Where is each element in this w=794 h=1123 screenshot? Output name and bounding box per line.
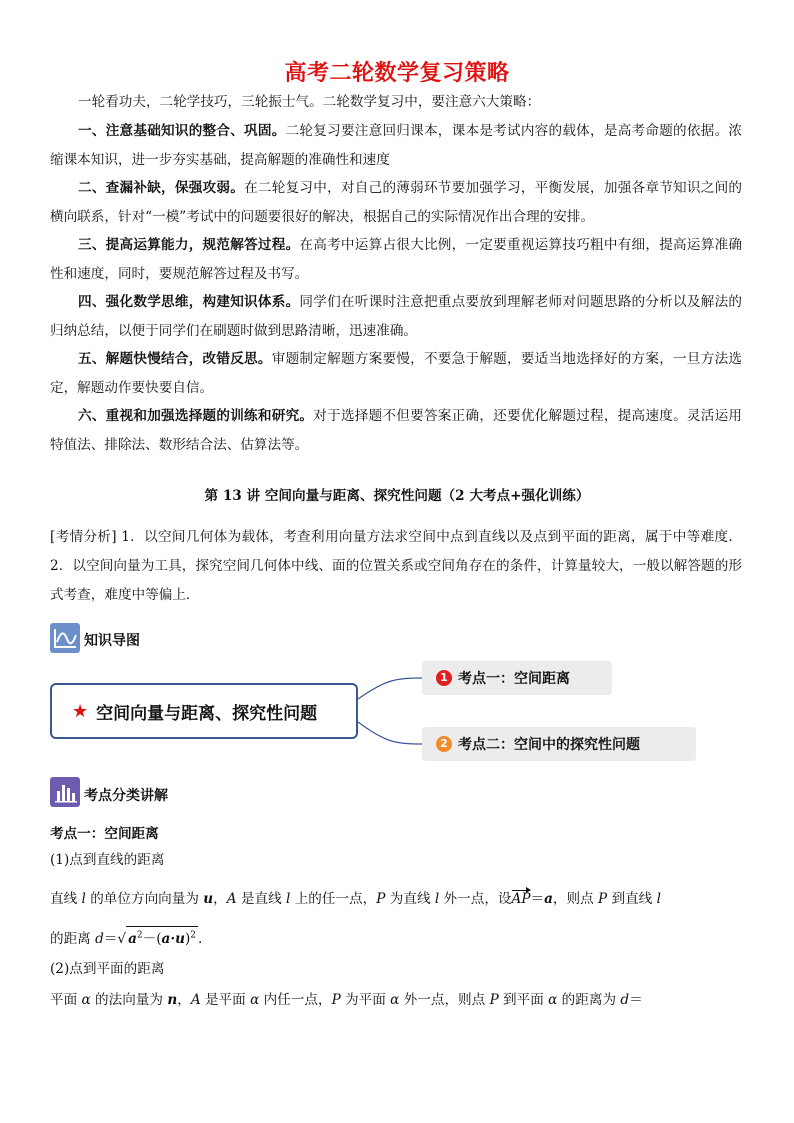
explain-heading: 考点分类讲解 (84, 788, 168, 804)
strategy-lead: 四、强化数学思维，构建知识体系。 (78, 294, 300, 310)
text: 的距离为 (557, 992, 621, 1008)
symbol: n (167, 992, 178, 1008)
strategy-lead: 二、查漏补缺，保强攻弱。 (78, 180, 245, 196)
symbol: A (190, 992, 201, 1008)
symbol: l (656, 891, 661, 907)
mind-map-center-label: 空间向量与距离、探究性问题 (96, 703, 318, 724)
text: 是直线 (236, 891, 287, 907)
mind-map-node-label: 考点二：空间中的探究性问题 (458, 737, 640, 753)
strategy-text: 在高考中运算占很大比例，一定要重视运算技巧粗中有细，提高运算准确性和速度，同时，要规范解答过程及书写。 (50, 237, 743, 282)
symbol: l (286, 891, 291, 907)
analysis-paragraph: [考情分析] 1．以空间几何体为载体，考查利用向量方法求空间中点到直线以及点到平面的距离，属于中等难度．2．以空间向量为工具，探究空间几何体中线、面的位置关系或空间角存在的条件，计算量较大，一般以解答题的形式考查，难度中等偏上． (50, 529, 742, 603)
text: 的距离 (50, 931, 96, 947)
text: 到直线 (607, 891, 657, 907)
symbol: a (544, 891, 553, 907)
text: 为平面 (340, 992, 391, 1008)
exponent: 2 (190, 930, 197, 941)
text: ＝ (629, 992, 643, 1008)
text: 直线 (50, 891, 82, 907)
mind-map-node-label: 考点一：空间距离 (458, 671, 570, 687)
knowledge-map-heading: 知识导图 (84, 633, 140, 649)
subsection-title: (2)点到平面的距离 (50, 961, 165, 977)
text: ＝ (103, 931, 118, 947)
text: ＝ (530, 891, 545, 907)
text: 的单位方向向量为 (85, 891, 204, 907)
symbol: P (598, 891, 608, 907)
text: ) (184, 931, 191, 947)
strategy-text: 二轮复习要注意回归课本，课本是考试内容的载体，是高考命题的依据。浓缩课本知识，进一步夯实基础，提高解题的准确性和速度 (50, 123, 742, 168)
text: ， (177, 992, 191, 1008)
symbol: α (250, 992, 260, 1008)
sqrt-symbol: √ (117, 931, 127, 947)
strategy-text: 在二轮复习中，对自己的薄弱环节要加强学习，平衡发展，加强各章节知识之间的横向联系，针对“一模”考试中的问题要很好的解决，根据自己的实际情况作出合理的安排。 (50, 180, 742, 225)
symbol: l (434, 891, 440, 907)
strategy-lead: 五、解题快慢结合，改错反思。 (78, 351, 272, 367)
text: 内任一点， (259, 992, 332, 1008)
text: 外一点，设 (439, 891, 512, 907)
symbol: u (203, 891, 214, 907)
formula-line (50, 926, 202, 947)
symbol: a (128, 931, 137, 947)
lecture-title: 第 13 讲 空间向量与距离、探究性问题（2 大考点+强化训练） (204, 488, 590, 504)
text: 是平面 (200, 992, 251, 1008)
strategy-text: 对于选择题不但要答案正确，还要优化解题过程，提高速度。灵活运用特值法、排除法、数形结合法、估算法等。 (50, 408, 743, 453)
strategy-lead: 一、注意基础知识的整合、巩固。 (78, 123, 286, 139)
symbol: d (620, 992, 630, 1008)
star-icon: ★ (72, 700, 89, 722)
symbol: α (81, 992, 91, 1008)
intro-paragraph: 一轮看功夫，二轮学技巧，三轮振士气。二轮数学复习中，要注意六大策略： (78, 94, 541, 110)
text: 为直线 (385, 891, 435, 907)
text: ，则点 (552, 891, 599, 907)
symbol: P (489, 992, 499, 1008)
symbol: l (81, 891, 86, 907)
symbol: d (95, 931, 104, 947)
text: . (198, 931, 203, 947)
exponent: 2 (136, 930, 143, 941)
strategy-lead: 三、提高运算能力，规范解答过程。 (78, 237, 300, 253)
symbol: P (376, 891, 386, 907)
mind-map-node-1 (422, 661, 612, 695)
vector-symbol: AP (511, 891, 531, 907)
page-title: 高考二轮数学复习策略 (284, 61, 510, 86)
mind-map-center (50, 683, 358, 739)
point1-title: 考点一：空间距离 (50, 826, 159, 842)
strategy-lead: 六、重视和加强选择题的训练和研究。 (78, 408, 314, 424)
text: －( (142, 931, 162, 947)
text: 上的任一点， (290, 891, 377, 907)
number-badge: 2 (436, 736, 452, 752)
strategy-text: 审题制定解题方案要慢，不要急于解题，要适当地选择好的方案，一旦方法选定，解题动作要快要自信。 (50, 351, 743, 396)
subsection-title: (1)点到直线的距离 (50, 852, 165, 868)
text: 到平面 (498, 992, 549, 1008)
text: 平面 (50, 992, 82, 1008)
strategy-text: 同学们在听课时注意把重点要放到理解老师对问题思路的分析以及解法的归纳总结，以便于同学们在刷题时做到思路清晰，迅速准确。 (50, 294, 743, 339)
text: ， (213, 891, 227, 907)
symbol: α (548, 992, 558, 1008)
definition-line (50, 887, 742, 907)
radicand (126, 926, 198, 947)
mind-map-node-2 (422, 727, 696, 761)
number-badge: 1 (436, 670, 452, 686)
symbol: P (331, 992, 341, 1008)
bar-chart-icon (50, 777, 80, 807)
text: 外一点，则点 (399, 992, 490, 1008)
symbol: A (226, 891, 237, 907)
symbol: α (390, 992, 400, 1008)
text: 的法向量为 (90, 992, 168, 1008)
definition-line (50, 988, 742, 1008)
symbol: a·u (161, 931, 185, 947)
